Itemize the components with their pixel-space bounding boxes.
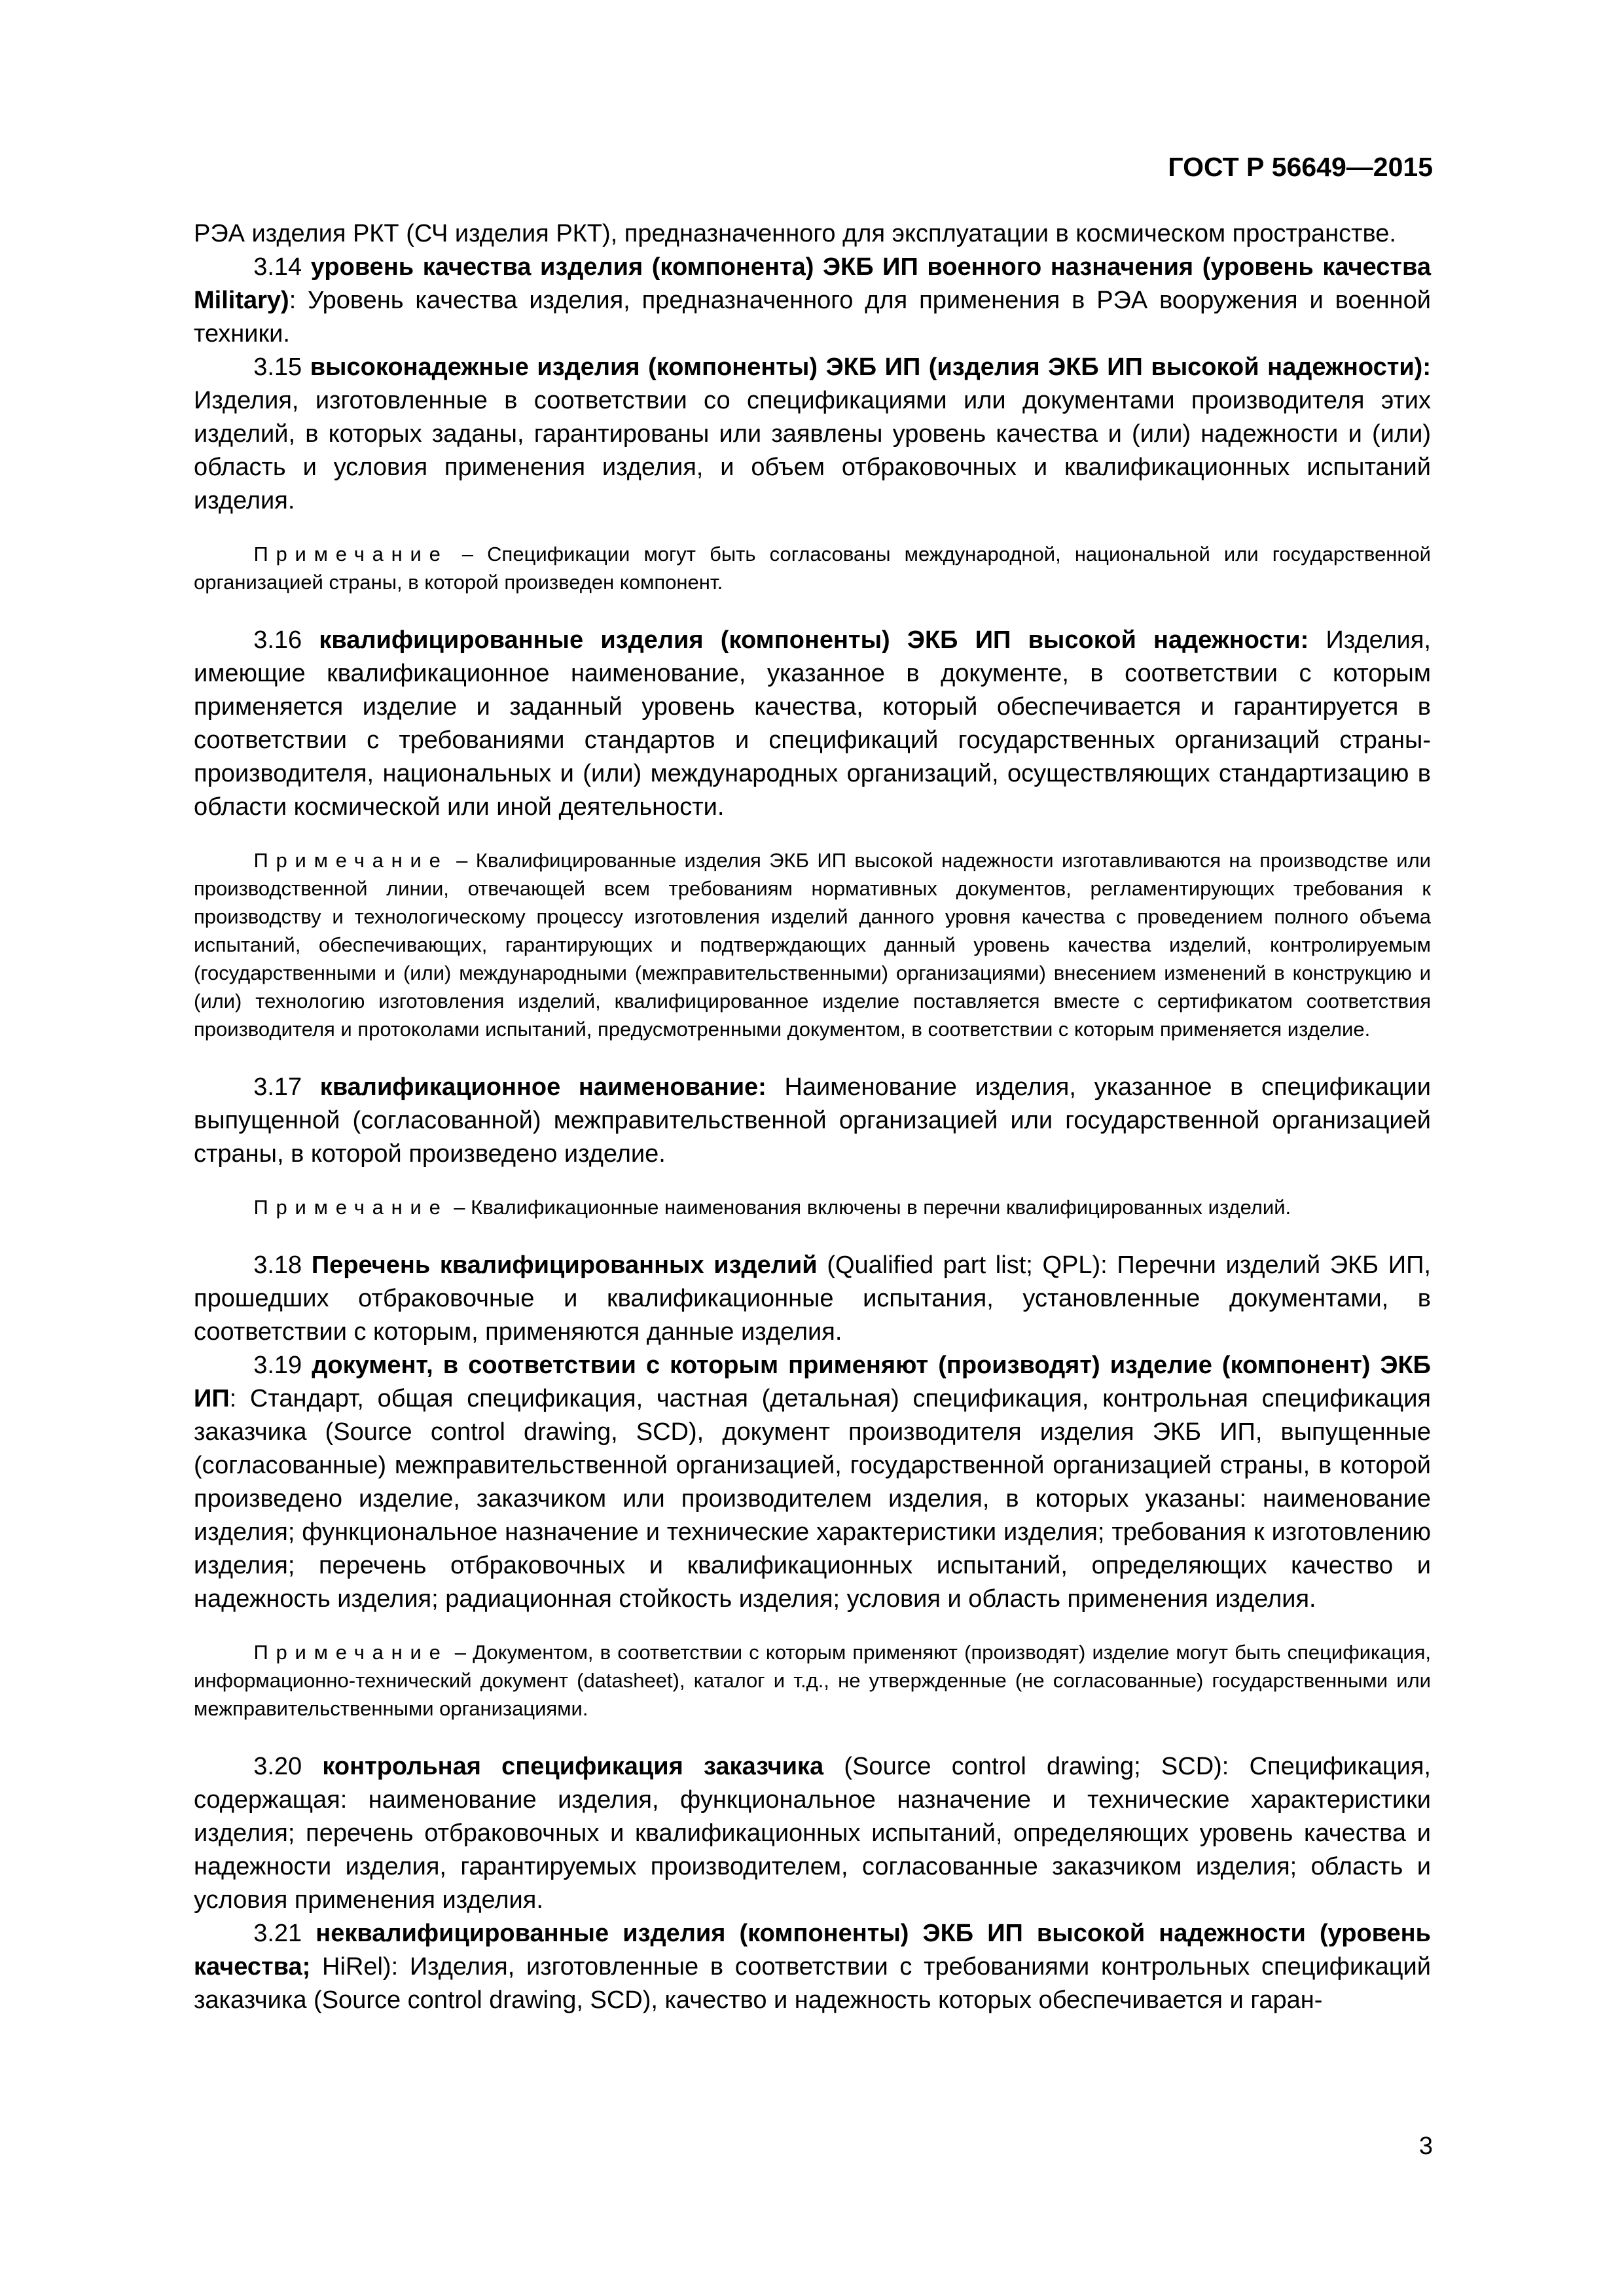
definition-text: Изделия, имеющие квалификационное наименование, указанное в документе, в соответствии с которым применяется изделие и заданный уровень качества, который обеспечивается и гарантируется в соответствии с требованиями стандартов и спецификаций государственных организаций страны-производителя, национальных и (или) международных организаций, осуществляющих стандартизацию в области космической или иной деятельности. — [194, 626, 1431, 821]
definition-3-18 — [194, 1249, 1431, 1349]
definition-number: 3.18 — [253, 1251, 312, 1279]
note-text: – Квалификационные наименования включены в перечни квалифицированных изделий. — [448, 1196, 1291, 1219]
definition-number: 3.19 — [253, 1352, 312, 1379]
definition-term: Перечень квалифицированных изделий — [311, 1251, 818, 1279]
definition-text: (Source control drawing; SCD): Спецификация, содержащая: наименование изделия, функциональное назначение и технические характеристики изделия; перечень отбраковочных и квалификационных испытаний, определяющих уровень качества и надежности изделия, гарантируемых производителем, согласованные заказчиком изделия; область и условия применения изделия. — [194, 1753, 1431, 1914]
definition-3-19 — [194, 1349, 1431, 1616]
definition-number: 3.15 — [253, 353, 310, 381]
definition-term: уровень качества изделия (компонента) ЭКБ ИП военного назначения (уровень качества Military) — [194, 253, 1431, 314]
definition-number: 3.16 — [253, 626, 319, 654]
note-text: – Документом, в соответствии с которым применяют (производят) изделие могут быть спецификация, информационно-технический документ (datasheet), каталог и т.д., не утвержденные (не согласованные) государственными или межправительственными организациями. — [194, 1641, 1431, 1720]
definition-3-14 — [194, 251, 1431, 351]
note-label: Примечание — [253, 543, 448, 565]
note-1 — [194, 540, 1431, 596]
definition-text: Изделия, изготовленные в соответствии со спецификациями или документами производителя этих изделий, в которых заданы, гарантированы или заявлены уровень качества и (или) надежности и (или) область и условия применения изделия, и объем отбраковочных и квалификационных испытаний изделия. — [194, 387, 1431, 514]
definition-term: неквалифицированные изделия (компоненты) ЭКБ ИП высокой надежности (уровень качества; — [194, 1920, 1431, 1981]
definition-3-17 — [194, 1071, 1431, 1171]
note-3 — [194, 1193, 1431, 1221]
note-label: Примечание — [253, 1641, 448, 1664]
definition-text: Наименование изделия, указанное в спецификации выпущенной (согласованной) межправительственной организацией или государственной организацией страны, в которой произведено изделие. — [194, 1073, 1431, 1168]
definition-term: квалифицированные изделия (компоненты) ЭКБ ИП высокой надежности: — [319, 626, 1309, 654]
definition-text: : Уровень качества изделия, предназначенного для применения в РЭА вооружения и военной техники. — [194, 287, 1431, 348]
definition-3-16 — [194, 624, 1431, 824]
definition-number: 3.21 — [253, 1920, 316, 1947]
note-text: – Спецификации могут быть согласованы международной, национальной или государственной организацией страны, в которой произведен компонент. — [194, 543, 1431, 594]
definition-term: документ, в соответствии с которым применяют (производят) изделие (компонент) ЭКБ ИП — [194, 1352, 1431, 1412]
note-2 — [194, 846, 1431, 1043]
note-text: – Квалифицированные изделия ЭКБ ИП высокой надежности изготавливаются на производстве или производственной линии, отвечающей всем требованиям нормативных документов, регламентирующих требования к производству и технологическому процессу изготовления изделий данного уровня качества с проведением полного объема испытаний, обеспечивающих, гарантирующих и подтверждающих данный уровень качества изделий, контролируемым (государственными и (или) международными (межправительственными) организациями) внесением изменений в конструкцию и (или) технологию изготовления изделий, квалифицированное изделие поставляется вместе с сертификатом соответствия производителя и протоколами испытаний, предусмотренными документом, в соответствии с которым применяется изделие. — [194, 849, 1431, 1041]
definition-3-15 — [194, 351, 1431, 518]
paragraph-continuation: РЭА изделия РКТ (СЧ изделия РКТ), предназначенного для эксплуатации в космическом пространстве. — [194, 220, 1396, 247]
definition-3-21 — [194, 1917, 1431, 2017]
note-label: Примечание — [253, 1196, 448, 1219]
note-label: Примечание — [253, 849, 448, 872]
definition-term: контрольная спецификация заказчика — [322, 1753, 824, 1780]
document-body — [194, 217, 1431, 2017]
definition-text: : Стандарт, общая спецификация, частная (детальная) спецификация, контрольная спецификация заказчика (Source control drawing, SCD), документ производителя изделия ЭКБ ИП, выпущенные (согласованные) межправительственной организацией, государственной организацией страны, в которой произведено изделие, заказчиком или производителем изделия, в которых указаны: наименование изделия; функциональное назначение и технические характеристики изделия; требования к изготовлению изделия; перечень отбраковочных и квалификационных испытаний, определяющих качество и надежность изделия; радиационная стойкость изделия; условия и область применения изделия. — [194, 1385, 1431, 1613]
definition-number: 3.14 — [253, 253, 311, 281]
page-number: 3 — [1418, 2132, 1433, 2160]
definition-text: HiRel): Изделия, изготовленные в соответствии с требованиями контрольных спецификаций заказчика (Source control drawing, SCD), качество и надежность которых обеспечивается и гаран- — [194, 1953, 1431, 2014]
definition-text: (Qualified part list; QPL): Перечни изделий ЭКБ ИП, прошедших отбраковочные и квалификационные испытания, установленные документами, в соответствии с которым, применяются данные изделия. — [194, 1251, 1431, 1346]
note-4 — [194, 1638, 1431, 1723]
definition-3-20 — [194, 1750, 1431, 1917]
definition-term: квалификационное наименование: — [319, 1073, 767, 1101]
definition-number: 3.17 — [253, 1073, 320, 1101]
definition-term: высоконадежные изделия (компоненты) ЭКБ ИП (изделия ЭКБ ИП высокой надежности): — [310, 353, 1431, 381]
document-code-header: ГОСТ Р 56649—2015 — [1168, 152, 1433, 182]
definition-number: 3.20 — [253, 1753, 323, 1780]
